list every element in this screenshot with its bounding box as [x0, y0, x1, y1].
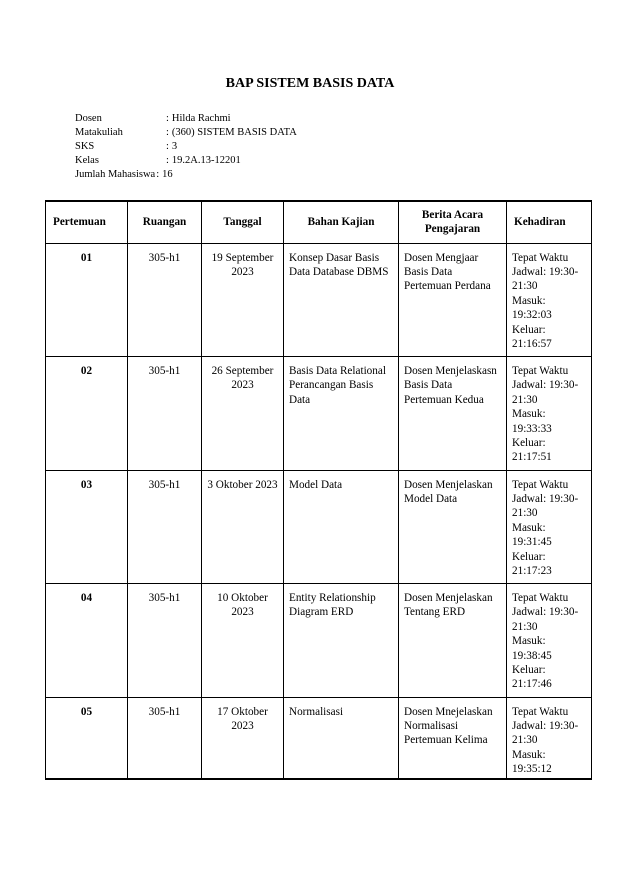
meta-separator: : [166, 155, 169, 166]
table-row [46, 697, 592, 779]
meta-separator: : [166, 113, 169, 124]
kehadiran-masuk: Masuk: 19:38:45 [512, 635, 552, 662]
cell-kehadiran [507, 697, 592, 779]
kehadiran-status: Tepat Waktu [512, 705, 569, 718]
kehadiran-masuk: Masuk: 19:32:03 [512, 294, 552, 322]
cell-pertemuan: 05 [46, 697, 128, 779]
kehadiran-keluar: Keluar: 21:17:51 [512, 437, 552, 464]
cell-ruangan: 305-h1 [128, 470, 202, 584]
meta-label: Dosen [75, 113, 102, 124]
header-kehadiran: Kehadiran [507, 201, 592, 243]
cell-tanggal: 3 Oktober 2023 [202, 470, 284, 584]
cell-ruangan: 305-h1 [128, 243, 202, 357]
meta-value: 19.2A.13-12201 [171, 155, 241, 166]
meta-row-dosen [75, 112, 297, 126]
cell-berita-acara: Dosen Mengjaar Basis Data Pertemuan Perdana [399, 243, 507, 357]
header-tanggal: Tanggal [202, 201, 284, 243]
table-row [46, 584, 592, 698]
meta-separator: : [166, 141, 169, 152]
meta-value: 3 [171, 141, 178, 152]
meta-row-jumlah-mahasiswa [75, 168, 297, 182]
meta-value: (360) SISTEM BASIS DATA [171, 127, 297, 138]
meta-row-matakuliah [75, 126, 297, 140]
header-pertemuan: Pertemuan [46, 201, 128, 243]
cell-bahan-kajian: Model Data [284, 470, 399, 584]
meta-label: Jumlah Mahasiswa [75, 169, 156, 180]
kehadiran-status: Tepat Waktu [512, 478, 569, 491]
kehadiran-keluar: Keluar: 21:17:46 [512, 664, 552, 691]
cell-kehadiran [507, 470, 592, 584]
meta-label: SKS [75, 141, 95, 152]
table-header-row [46, 201, 592, 243]
table-row [46, 357, 592, 471]
kehadiran-keluar: Keluar: 21:16:57 [512, 323, 552, 350]
cell-kehadiran [507, 243, 592, 357]
meta-label: Kelas [75, 155, 99, 166]
meta-label: Matakuliah [75, 127, 123, 138]
cell-berita-acara: Dosen Menjelaskasn Basis Data Pertemuan Kedua [399, 357, 507, 471]
meta-separator: : [166, 127, 169, 138]
kehadiran-masuk: Masuk: 19:31:45 [512, 521, 552, 549]
cell-bahan-kajian: Entity Relationship Diagram ERD [284, 584, 399, 698]
cell-berita-acara: Dosen Menjelaskan Model Data [399, 470, 507, 584]
document-title: BAP SISTEM BASIS DATA [225, 76, 395, 91]
meta-separator: : [156, 169, 160, 180]
attendance-table [45, 200, 592, 780]
kehadiran-jadwal: Jadwal: 19:30-21:30 [512, 265, 579, 293]
table-row [46, 470, 592, 584]
cell-tanggal: 10 Oktober 2023 [202, 584, 284, 698]
kehadiran-status: Tepat Waktu [512, 592, 569, 604]
cell-kehadiran [507, 584, 592, 698]
meta-value: 16 [162, 169, 173, 180]
header-bahan-kajian: Bahan Kajian [284, 201, 399, 243]
cell-ruangan: 305-h1 [128, 697, 202, 779]
meta-info [75, 112, 297, 182]
cell-bahan-kajian: Normalisasi [284, 697, 399, 779]
meta-row-sks [75, 140, 297, 154]
cell-tanggal: 17 Oktober 2023 [202, 697, 284, 779]
table-row [46, 243, 592, 357]
cell-pertemuan: 01 [46, 243, 128, 357]
kehadiran-masuk: Masuk: 19:35:12 [512, 748, 552, 776]
cell-ruangan: 305-h1 [128, 584, 202, 698]
kehadiran-masuk: Masuk: 19:33:33 [512, 408, 552, 435]
cell-tanggal: 19 September 2023 [202, 243, 284, 357]
kehadiran-jadwal: Jadwal: 19:30-21:30 [512, 606, 579, 633]
kehadiran-jadwal: Jadwal: 19:30-21:30 [512, 379, 579, 406]
header-berita-acara: Berita Acara Pengajaran [399, 201, 507, 243]
kehadiran-jadwal: Jadwal: 19:30-21:30 [512, 719, 579, 747]
cell-berita-acara: Dosen Menjelaskan Tentang ERD [399, 584, 507, 698]
cell-pertemuan: 03 [46, 470, 128, 584]
header-ruangan: Ruangan [128, 201, 202, 243]
kehadiran-status: Tepat Waktu [512, 251, 569, 264]
cell-tanggal: 26 September 2023 [202, 357, 284, 471]
cell-ruangan: 305-h1 [128, 357, 202, 471]
kehadiran-status: Tepat Waktu [512, 365, 569, 377]
cell-pertemuan: 04 [46, 584, 128, 698]
cell-berita-acara: Dosen Mnejelaskan Normalisasi Pertemuan Kelima [399, 697, 507, 779]
kehadiran-jadwal: Jadwal: 19:30-21:30 [512, 492, 579, 520]
meta-row-kelas [75, 154, 297, 168]
cell-kehadiran [507, 357, 592, 471]
kehadiran-keluar: Keluar: 21:17:23 [512, 550, 552, 577]
cell-bahan-kajian: Basis Data Relational Perancangan Basis Data [284, 357, 399, 471]
meta-value: Hilda Rachmi [171, 113, 231, 124]
cell-pertemuan: 02 [46, 357, 128, 471]
cell-bahan-kajian: Konsep Dasar Basis Data Database DBMS [284, 243, 399, 357]
